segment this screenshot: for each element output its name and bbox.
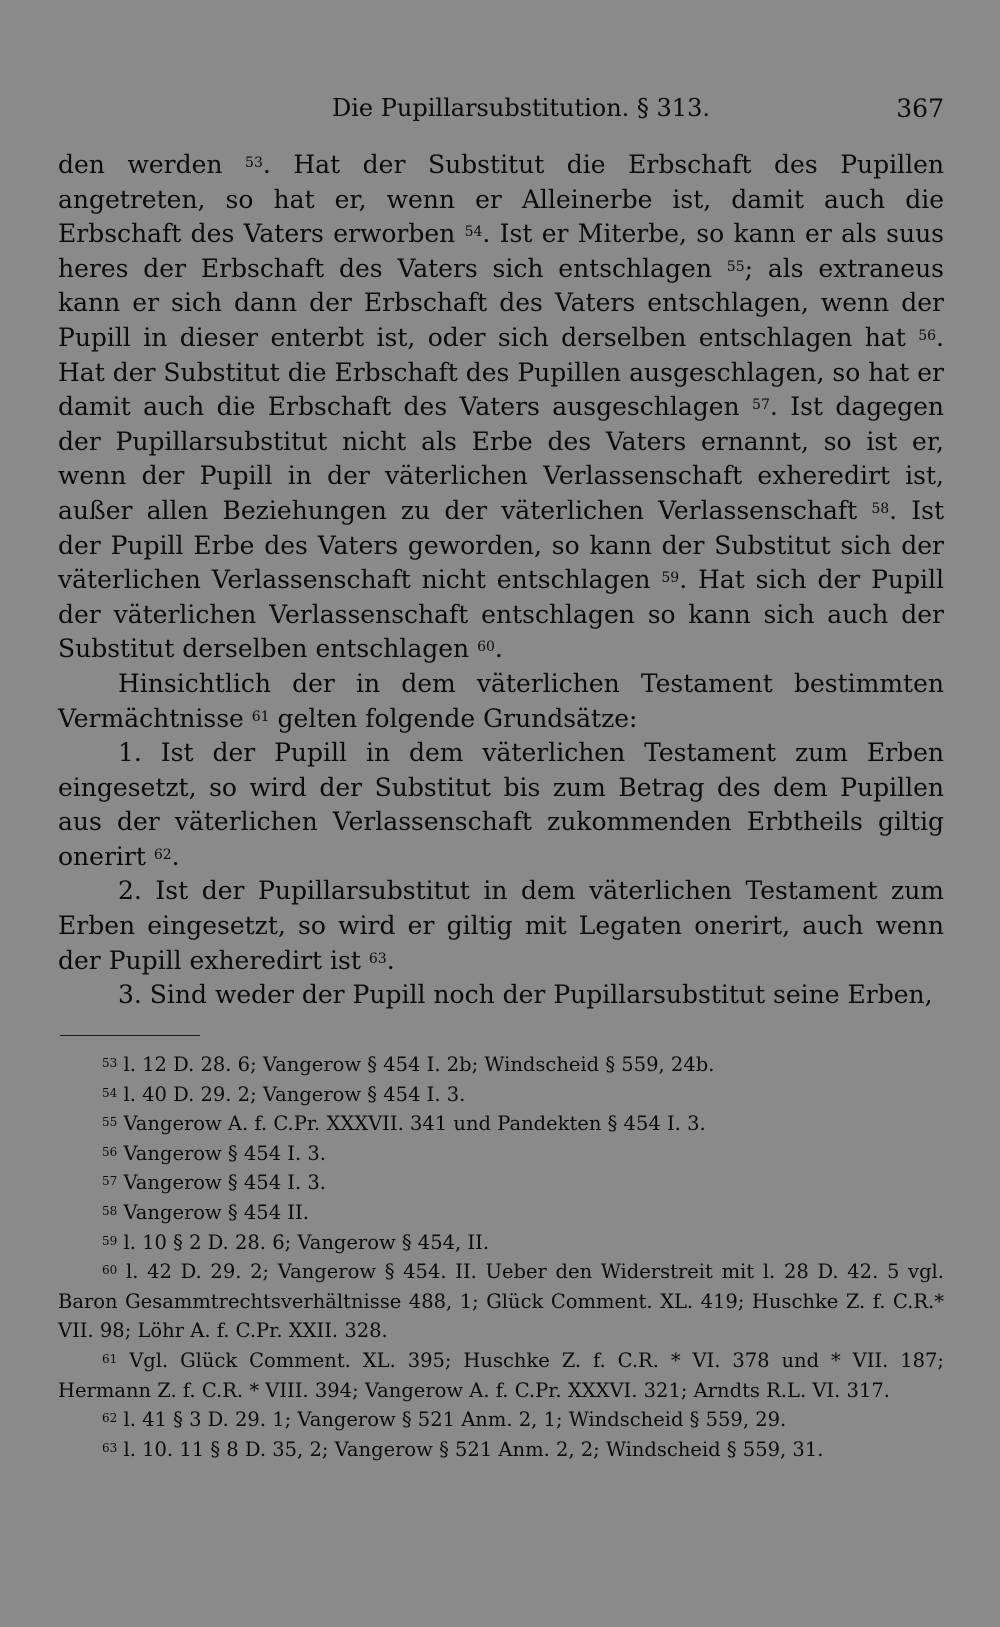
footnote-ref: 58 — [871, 500, 890, 517]
text-run: 2. Ist der Pupillarsubstitut in dem väterlichen Testament zum Erben eingesetzt, so wird er giltig mit Legaten onerirt, auch wenn der Pupill exheredirt ist — [58, 876, 944, 975]
footnote-text: l. 41 § 3 D. 29. 1; Vangerow § 521 Anm. 2, 1; Windscheid § 559, 29. — [123, 1408, 787, 1432]
running-title: Die Pupillarsubstitution. § 313. — [332, 94, 710, 122]
footnote-number: 57 — [102, 1174, 118, 1189]
footnote — [58, 1050, 944, 1080]
list-item-2 — [58, 874, 944, 978]
text-run: Hinsichtlich der in dem väterlichen Testament bestimmten Vermächtnisse — [58, 668, 944, 733]
footnote-text: Vangerow A. f. C.Pr. XXXVII. 341 und Pandekten § 454 I. 3. — [123, 1112, 706, 1136]
footnote-text: Vangerow § 454 I. 3. — [123, 1171, 327, 1195]
footnote-text: Vangerow § 454 II. — [123, 1200, 309, 1224]
footnote-text: l. 12 D. 28. 6; Vangerow § 454 I. 2b; Windscheid § 559, 24b. — [123, 1053, 715, 1076]
footnote-text: l. 10 § 2 D. 28. 6; Vangerow § 454, II. — [123, 1230, 490, 1254]
footnote-number: 54 — [102, 1085, 118, 1100]
footnote-text: l. 40 D. 29. 2; Vangerow § 454 I. 3. — [123, 1082, 466, 1106]
footnote-ref: 54 — [464, 224, 483, 241]
footnote-number: 61 — [102, 1351, 118, 1366]
page-number: 367 — [896, 94, 944, 123]
footnote-number: 59 — [102, 1233, 118, 1248]
footnote-ref: 59 — [661, 570, 680, 587]
footnote-number: 62 — [102, 1411, 118, 1426]
footnote-ref: 55 — [726, 258, 745, 275]
footnote-ref: 62 — [153, 846, 172, 863]
footnote-divider — [60, 1035, 200, 1036]
footnote — [58, 1080, 944, 1110]
footnote-text: l. 42 D. 29. 2; Vangerow § 454. II. Ueber den Widerstreit mit l. 28 D. 42. 5 vgl. Baron Gesammtrechtsverhältnisse 488, 1; Glück Comment. XL. 419; Huschke Z. f. C.R.* VII. 98; Löhr A. f. C.Pr. XXII. 328. — [58, 1260, 944, 1343]
footnote-number: 55 — [102, 1115, 118, 1130]
footnote-ref: 53 — [245, 155, 263, 171]
footnote — [58, 1405, 944, 1435]
footnote-ref: 60 — [477, 639, 495, 656]
footnote — [58, 1257, 944, 1346]
text-run: 1. Ist der Pupill in dem väterlichen Testament zum Erben eingesetzt, so wird der Substitut bis zum Betrag des dem Pupillen aus der väterlichen Verlassenschaft zukommenden Erbtheils giltig onerirt — [58, 738, 944, 871]
text-run: . Ist dagegen der Pupillarsubstitut nicht als Erbe des Vaters ernannt, so ist er, wenn der Pupill in der väterlichen Verlassenschaft exheredirt ist, außer allen Beziehungen zu der väterlichen Verlassenschaft — [58, 392, 944, 525]
list-item-1 — [58, 736, 944, 874]
list-item-3 — [58, 978, 944, 1013]
footnote-number: 58 — [102, 1203, 118, 1218]
footnote-number: 53 — [102, 1056, 118, 1070]
footnote-ref: 56 — [918, 327, 937, 344]
footnote-ref: 63 — [368, 950, 387, 967]
footnote-ref: 61 — [251, 708, 270, 725]
text-run: ; als extraneus kann er sich dann der Erbschaft des Vaters entschlagen, wenn der Pupill in dieser enterbt ist, oder sich derselben entschlagen hat — [58, 253, 945, 352]
footnotes — [58, 1050, 944, 1464]
text-run: . — [386, 945, 395, 975]
footnote-text: Vangerow § 454 I. 3. — [123, 1141, 327, 1165]
footnote-text: l. 10. 11 § 8 D. 35, 2; Vangerow § 521 Anm. 2, 2; Windscheid § 559, 31. — [123, 1437, 824, 1461]
text-run: . Hat der Substitut die Erbschaft des Pupillen angetreten, so hat er, wenn er Alleinerbe ist, damit auch die Erbschaft des Vaters erworben — [58, 150, 944, 249]
text-run: . Hat der Substitut die Erbschaft des Pupillen ausgeschlagen, so hat er damit auch die Erbschaft des Vaters ausgeschlagen — [58, 322, 944, 422]
text-run: . Ist er Miterbe, so kann er als suus heres der Erbschaft des Vaters sich entschlagen — [58, 219, 944, 283]
footnote — [58, 1435, 944, 1465]
footnote — [58, 1139, 944, 1169]
text-run: . Hat sich der Pupill der väterlichen Verlassenschaft entschlagen so kann sich auch der Substitut derselben entschlagen — [58, 565, 944, 664]
footnote-ref: 57 — [752, 397, 770, 414]
text-run: den werden — [58, 150, 246, 179]
footnote-number: 56 — [102, 1144, 118, 1159]
footnote — [58, 1346, 944, 1405]
paragraph-1 — [58, 148, 944, 667]
footnote — [58, 1228, 944, 1258]
text-run: . — [171, 841, 180, 871]
text-run: . Ist der Pupill Erbe des Vaters geworden, so kann der Substitut sich der väterlichen Verlassenschaft nicht entschlagen — [58, 495, 944, 595]
running-header — [58, 94, 944, 130]
footnote — [58, 1109, 944, 1139]
paragraph-2 — [58, 667, 944, 736]
text-run: 3. Sind weder der Pupill noch der Pupillarsubstitut seine Erben, — [118, 980, 933, 1010]
main-text — [58, 148, 944, 1013]
footnote — [58, 1198, 944, 1228]
text-run: . — [494, 634, 503, 664]
footnote-number: 63 — [102, 1440, 118, 1455]
footnote — [58, 1168, 944, 1198]
footnote-text: Vgl. Glück Comment. XL. 395; Huschke Z. f. C.R. * VI. 378 und * VII. 187; Hermann Z. f. C.R. * VIII. 394; Vangerow A. f. C.Pr. XXXVI. 321; Arndts R.L. VI. 317. — [58, 1348, 944, 1402]
text-run: gelten folgende Grundsätze: — [269, 703, 638, 733]
footnote-number: 60 — [102, 1263, 118, 1278]
